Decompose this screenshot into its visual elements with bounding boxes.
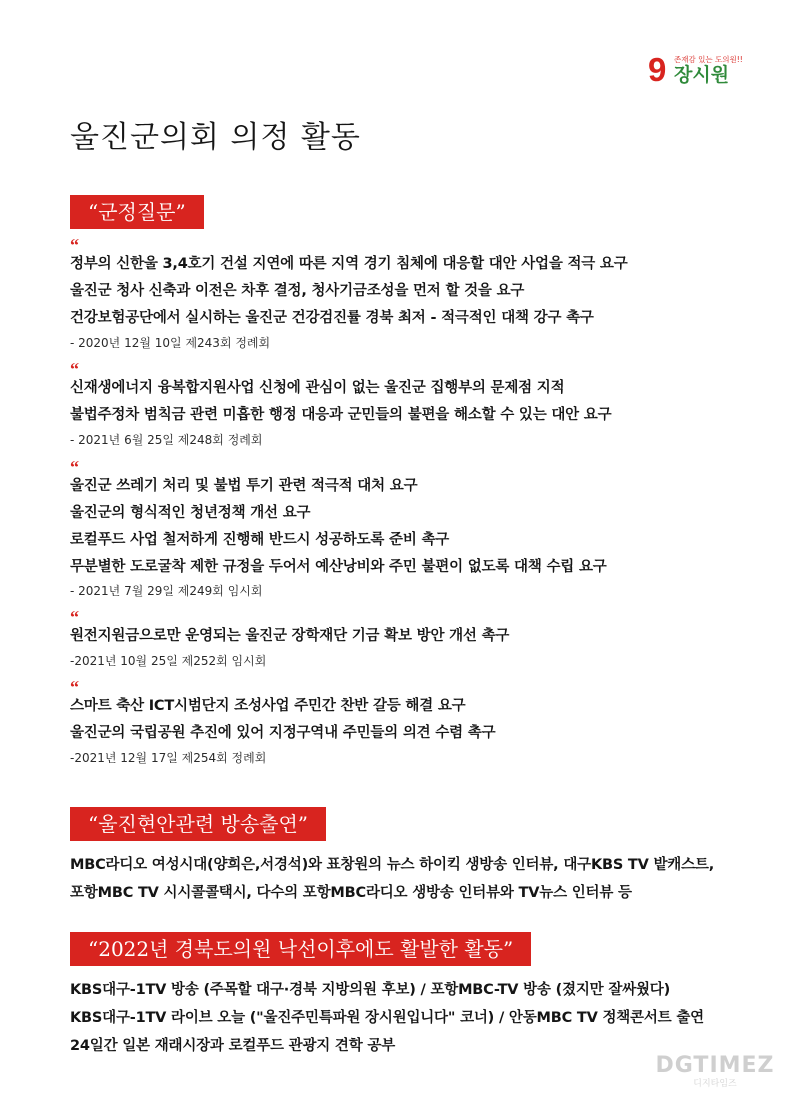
quote-mark: “ <box>70 457 79 477</box>
watermark-main: DGTIMEZ <box>655 1053 775 1078</box>
quote-mark: “ <box>70 677 79 697</box>
question-line: 원전지원금으로만 운영되는 울진군 장학재단 기금 확보 방안 개선 촉구 <box>70 628 510 644</box>
quote-mark: “ <box>70 235 79 255</box>
section-heading-broadcast: “울진현안관련 방송출연” <box>70 807 326 841</box>
page-title: 울진군의회 의정 활동 <box>70 120 361 155</box>
question-line: 신재생에너지 융복합지원사업 신청에 관심이 없는 울진군 집행부의 문제점 지적 <box>70 380 565 396</box>
candidate-logo <box>648 52 748 88</box>
question-line: 무분별한 도로굴착 제한 규정을 두어서 예산낭비와 주민 불편이 없도록 대책 수립 요구 <box>70 559 607 575</box>
broadcast-line: MBC라디오 여성시대(양희은,서경석)와 표창원의 뉴스 하이킥 생방송 인터뷰, 대구KBS TV 밭캐스트, <box>70 857 715 873</box>
question-line: 불법주정차 범칙금 관련 미흡한 행정 대응과 군민들의 불편을 해소할 수 있는 대안 요구 <box>70 407 612 423</box>
logo-number: 9 <box>648 51 667 88</box>
session-date: -2021년 12월 17일 제254회 정례회 <box>70 751 267 765</box>
logo-name: 장시원 <box>674 64 730 86</box>
question-line: 울진군 청사 신축과 이전은 차후 결정, 청사기금조성을 먼저 할 것을 요구 <box>70 283 525 299</box>
broadcast-line: 포항MBC TV 시시콜콜택시, 다수의 포항MBC라디오 생방송 인터뷰와 TV뉴스 인터뷰 등 <box>70 885 632 901</box>
logo-tagline: 존재감 있는 도의원!! <box>674 55 743 64</box>
section-heading-questions: “군정질문” <box>70 195 204 229</box>
session-date: -2021년 10월 25일 제252회 임시회 <box>70 654 267 668</box>
question-line: 스마트 축산 ICT시범단지 조성사업 주민간 찬반 갈등 해결 요구 <box>70 698 466 714</box>
publisher-watermark <box>650 1053 780 1089</box>
question-line: 정부의 신한울 3,4호기 건설 지연에 따른 지역 경기 침체에 대응할 대안 사업을 적극 요구 <box>70 256 628 272</box>
session-date: - 2020년 12월 10일 제243회 정례회 <box>70 336 271 350</box>
question-line: 건강보험공단에서 실시하는 울진군 건강검진률 경북 최저 - 적극적인 대책 강구 촉구 <box>70 310 594 326</box>
session-date: - 2021년 6월 25일 제248회 정례회 <box>70 433 263 447</box>
section-heading-activities: “2022년 경북도의원 낙선이후에도 활발한 활동” <box>70 932 531 966</box>
quote-mark: “ <box>70 359 79 379</box>
question-line: 울진군의 국립공원 추진에 있어 지정구역내 주민들의 의견 수렴 촉구 <box>70 725 496 741</box>
session-date: - 2021년 7월 29일 제249회 임시회 <box>70 584 263 598</box>
question-line: 울진군의 형식적인 청년정책 개선 요구 <box>70 505 311 521</box>
question-line: 울진군 쓰레기 처리 및 불법 투기 관련 적극적 대처 요구 <box>70 478 418 494</box>
activity-line: KBS대구-1TV 라이브 오늘 ("울진주민특파원 장시원입니다" 코너) / 안동MBC TV 정책콘서트 출연 <box>70 1010 704 1026</box>
activity-line: KBS대구-1TV 방송 (주목할 대구·경북 지방의원 후보) / 포항MBC-TV 방송 (졌지만 잘싸웠다) <box>70 982 670 998</box>
question-line: 로컬푸드 사업 철저하게 진행해 반드시 성공하도록 준비 촉구 <box>70 532 450 548</box>
quote-mark: “ <box>70 607 79 627</box>
watermark-sub: 디지타임즈 <box>693 1079 737 1089</box>
activity-line: 24일간 일본 재래시장과 로컬푸드 관광지 견학 공부 <box>70 1038 396 1054</box>
